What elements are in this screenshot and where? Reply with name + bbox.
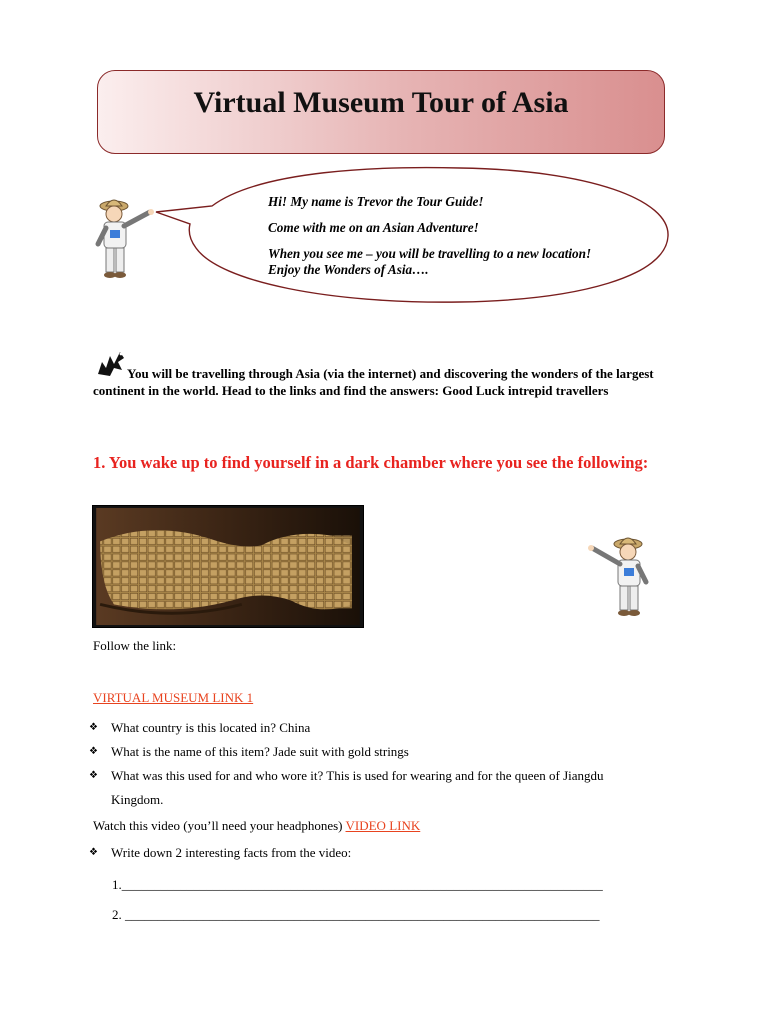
question-text: What country is this located in? China — [111, 720, 311, 735]
video-link[interactable]: VIDEO LINK — [345, 818, 421, 833]
page-title: Virtual Museum Tour of Asia — [193, 86, 569, 119]
intro-text: You will be travelling through Asia (via the internet) and discovering the wonders of the largest continent in the world. Head to the links and find the answers: Good Luck intrepid travellers — [93, 366, 654, 398]
virtual-museum-link-1[interactable]: VIRTUAL MUSEUM LINK 1 — [93, 690, 254, 705]
speech-line-3: When you see me – you will be travelling to a new location! — [268, 246, 592, 261]
fact-answer-line-2[interactable]: 2. _________________________________________________________________________ — [112, 907, 600, 922]
watch-text: Watch this video (you’ll need your headphones) — [93, 818, 346, 833]
list-item — [89, 845, 351, 861]
list-item — [89, 740, 689, 764]
speech-line-4: Enjoy the Wonders of Asia…. — [268, 262, 429, 277]
jade-suit-photo — [92, 505, 364, 628]
question-text-continued: Kingdom. — [111, 792, 164, 807]
speech-line-1: Hi! My name is Trevor the Tour Guide! — [268, 194, 484, 209]
list-item — [89, 716, 689, 740]
question-text: What was this used for and who wore it? This is used for wearing and for the queen of Jiangdu — [111, 768, 604, 783]
diamond-bullet-icon: ❖ — [89, 770, 98, 781]
facts-prompt: Write down 2 interesting facts from the video: — [111, 845, 352, 860]
tour-guide-icon — [88, 192, 160, 288]
diamond-bullet-icon: ❖ — [89, 746, 98, 757]
question-text: What is the name of this item? Jade suit with gold strings — [111, 744, 409, 759]
question-1-heading: 1. You wake up to find yourself in a dark chamber where you see the following: — [93, 453, 649, 472]
question-list — [89, 716, 689, 812]
follow-link-text: Follow the link: — [93, 638, 177, 653]
speech-line-2: Come with me on an Asian Adventure! — [268, 220, 479, 235]
intro-paragraph — [93, 366, 673, 399]
list-item — [89, 764, 689, 788]
tour-guide-icon — [584, 530, 656, 626]
diamond-bullet-icon: ❖ — [89, 722, 98, 733]
diamond-bullet-icon: ❖ — [89, 847, 98, 858]
watch-video-text — [93, 818, 420, 834]
speech-text — [268, 194, 648, 288]
fact-answer-line-1[interactable]: 1.__________________________________________________________________________ — [112, 877, 603, 892]
